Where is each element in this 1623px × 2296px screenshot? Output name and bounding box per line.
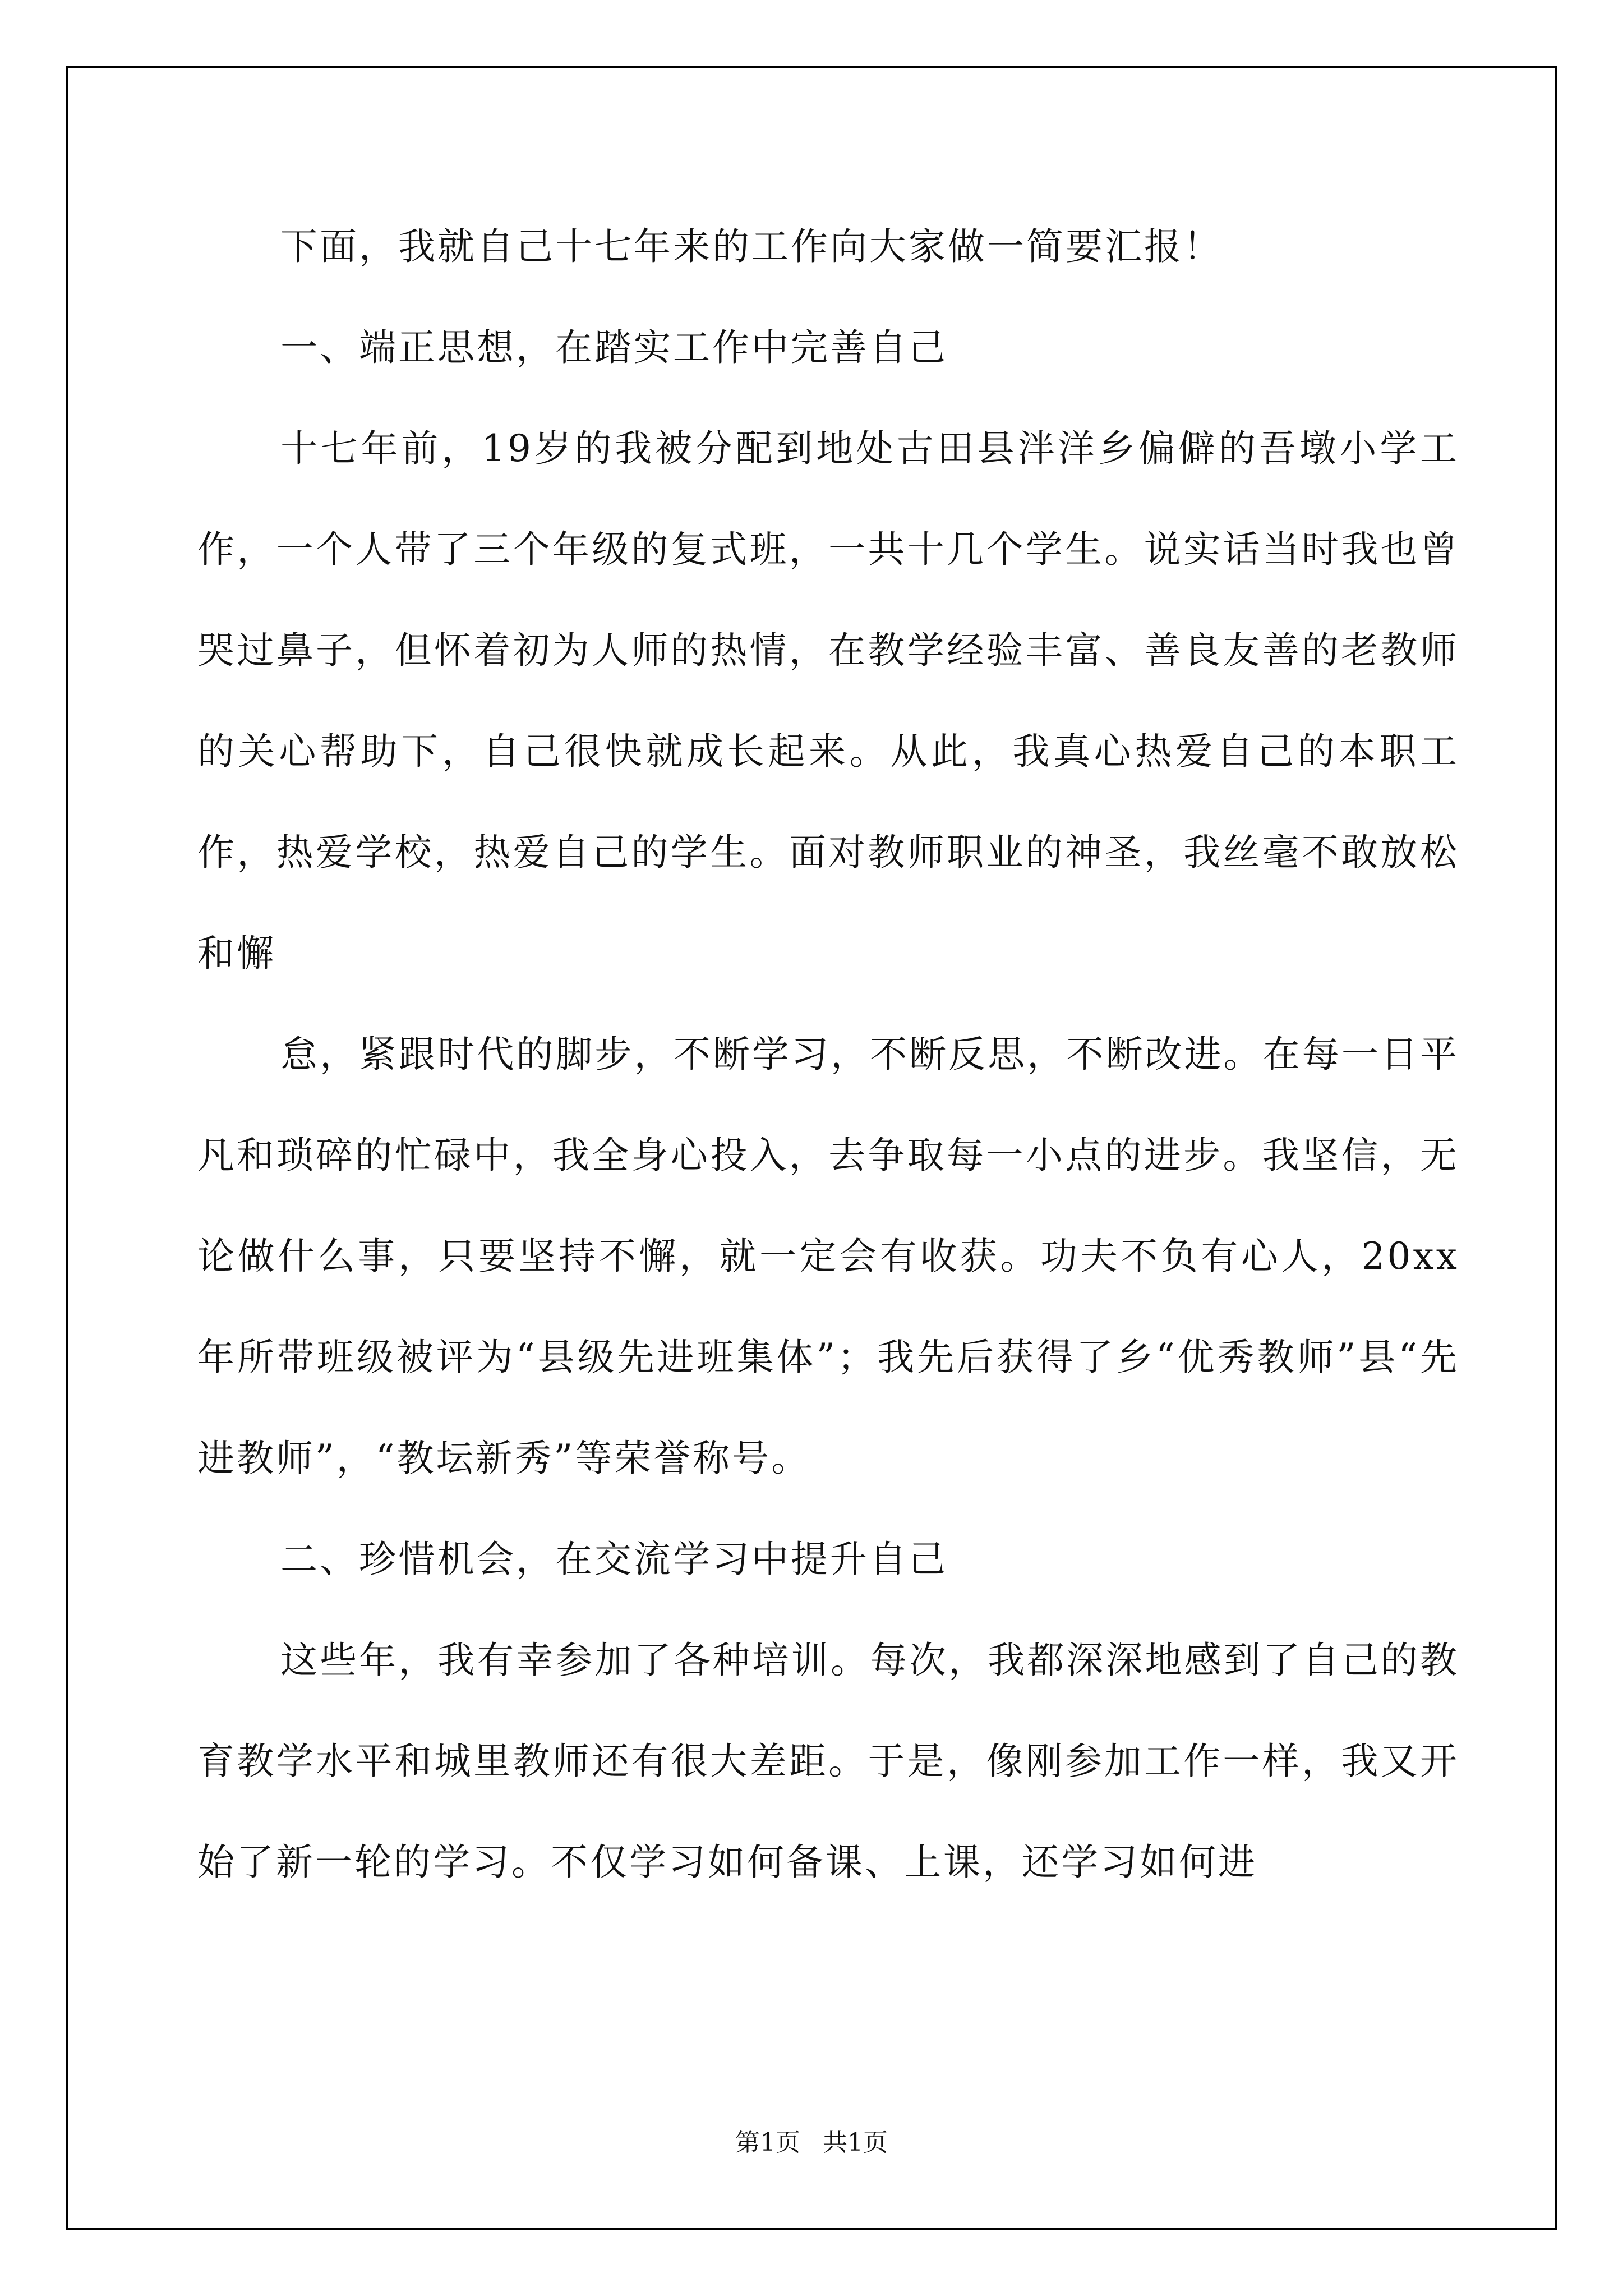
paragraph-persistence: 怠，紧跟时代的脚步，不断学习，不断反思，不断改进。在每一日平凡和琐碎的忙碌中，我全身心投入，去争取每一小点的进步。我坚信，无论做什么事，只要坚持不懈，就一定会有收获。功夫不负有心人，20xx年所带班级被评为“县级先进班集体”；我先后获得了乡“优秀教师”县“先进教师”，“教坛新秀”等荣誉称号。 (197, 1033, 1459, 1480)
page-number: 第1页 (735, 2128, 800, 2157)
document-body (197, 196, 1459, 1913)
paragraph-training: 这些年，我有幸参加了各种培训。每次，我都深深地感到了自己的教育教学水平和城里教师还有很大差距。于是，像刚参加工作一样，我又开始了新一轮的学习。不仅学习如何备课、上课，还学习如何进 (197, 1639, 1459, 1884)
section-heading-1: 一、端正思想，在踏实工作中完善自己 (280, 326, 948, 369)
page-footer (0, 2126, 1623, 2160)
section-heading-2: 二、珍惜机会，在交流学习中提升自己 (280, 1538, 948, 1581)
page-total: 共1页 (823, 2128, 888, 2157)
paragraph-intro: 下面，我就自己十七年来的工作向大家做一简要汇报！ (280, 225, 1223, 268)
paragraph-early-career: 十七年前，19岁的我被分配到地处古田县泮洋乡偏僻的吾墩小学工作，一个人带了三个年级的复式班，一共十几个学生。说实话当时我也曾哭过鼻子，但怀着初为人师的热情，在教学经验丰富、善良友善的老教师的关心帮助下，自己很快就成长起来。从此，我真心热爱自己的本职工作，热爱学校，热爱自己的学生。面对教师职业的神圣，我丝毫不敢放松和懈 (197, 427, 1459, 975)
